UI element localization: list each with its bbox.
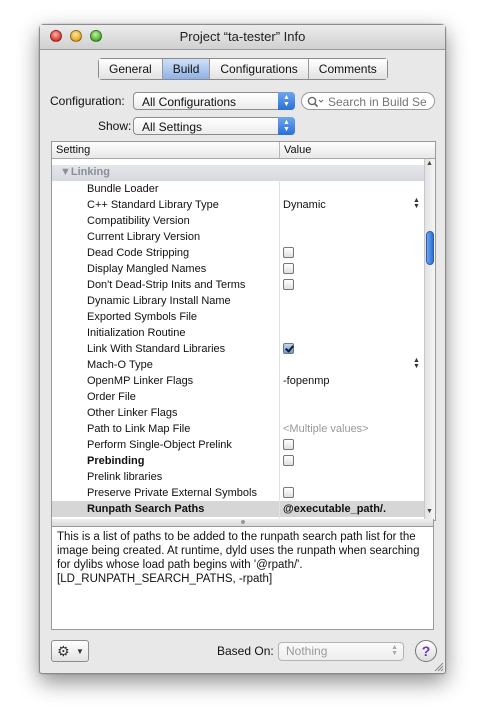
column-divider (279, 421, 280, 437)
setting-description: This is a list of paths to be added to the runpath search path list for the image being created. At runtime, dyld uses the runpath when searching for dylibs whose load path begins with '@rpath/'. [LD_RUNPATH_SEARCH_PATHS, -rpath] (51, 526, 434, 630)
column-header-setting[interactable]: Setting (56, 144, 91, 156)
column-divider (279, 437, 280, 453)
checkbox[interactable] (283, 263, 294, 274)
setting-name: Compatibility Version (87, 215, 190, 227)
column-divider (279, 357, 280, 373)
setting-value[interactable]: Dynamic (283, 199, 326, 211)
show-value: All Settings (142, 120, 203, 134)
table-row[interactable] (52, 325, 424, 341)
table-row[interactable] (52, 213, 424, 229)
setting-name: Dynamic Library Install Name (87, 295, 231, 307)
table-row[interactable] (52, 229, 424, 245)
scrollbar-thumb[interactable] (426, 231, 434, 265)
table-header (52, 142, 435, 159)
table-row[interactable] (52, 261, 424, 277)
column-divider (279, 197, 280, 213)
configuration-popup[interactable] (133, 92, 295, 110)
column-divider (279, 229, 280, 245)
tab-bar (98, 58, 388, 80)
setting-name: Exported Symbols File (87, 311, 198, 323)
popup-arrows-icon: ▲ ▼ (278, 92, 295, 110)
column-divider (279, 485, 280, 501)
table-row[interactable] (52, 309, 424, 325)
tab-configurations[interactable]: Configurations (210, 59, 308, 79)
stepper-arrows-icon[interactable]: ▲ ▼ (413, 357, 420, 370)
setting-name: Runpath Search Paths (87, 503, 205, 515)
table-row[interactable] (52, 421, 424, 437)
setting-name: Preserve Private External Symbols (87, 487, 257, 499)
setting-value[interactable]: <Multiple values> (283, 423, 369, 435)
setting-name: C++ Standard Library Type (87, 199, 219, 211)
setting-name: Order File (87, 391, 136, 403)
table-row[interactable] (52, 469, 424, 485)
column-divider (279, 389, 280, 405)
column-divider (279, 405, 280, 421)
column-divider (279, 469, 280, 485)
setting-name: Other Linker Flags (87, 407, 178, 419)
table-row[interactable] (52, 181, 424, 197)
checkbox[interactable] (283, 247, 294, 258)
popup-arrows-icon: ▲ ▼ (278, 117, 295, 135)
table-row[interactable] (52, 357, 424, 373)
checkbox[interactable] (283, 455, 294, 466)
popup-arrows-icon: ▲ ▼ (391, 644, 398, 657)
stepper-arrows-icon[interactable]: ▲ ▼ (413, 197, 420, 210)
column-header-value[interactable]: Value (284, 144, 312, 156)
column-divider (279, 213, 280, 229)
table-row[interactable] (52, 245, 424, 261)
setting-name: Current Library Version (87, 231, 201, 243)
split-view-divider[interactable] (51, 519, 434, 526)
show-label: Show: (98, 119, 132, 133)
window-title: Project “ta-tester” Info (179, 29, 306, 44)
checkbox[interactable] (283, 279, 294, 290)
column-divider (279, 453, 280, 469)
setting-name: Initialization Routine (87, 327, 186, 339)
search-input[interactable] (326, 94, 434, 110)
setting-name: Dead Code Stripping (87, 247, 190, 259)
show-popup[interactable] (133, 117, 295, 135)
gear-icon: ⚙ (57, 643, 70, 659)
configuration-label: Configuration: (50, 94, 125, 108)
title-bar[interactable] (40, 25, 445, 50)
column-divider (279, 325, 280, 341)
setting-value[interactable]: @executable_path/. (283, 503, 387, 515)
action-menu-button[interactable] (51, 640, 89, 662)
column-divider (279, 245, 280, 261)
column-divider (279, 501, 280, 517)
search-icon (307, 96, 323, 108)
build-settings-table (51, 141, 436, 521)
table-row[interactable] (52, 389, 424, 405)
column-divider (279, 341, 280, 357)
setting-name: Path to Link Map File (87, 423, 191, 435)
table-row[interactable] (52, 405, 424, 421)
column-divider[interactable] (279, 142, 280, 158)
setting-name: Perform Single-Object Prelink (87, 439, 232, 451)
checkbox-checked[interactable] (283, 343, 294, 354)
splitter-handle-icon[interactable] (241, 520, 245, 524)
table-row[interactable] (52, 341, 424, 357)
setting-name: Prebinding (87, 455, 145, 467)
setting-name: Display Mangled Names (87, 263, 207, 275)
tab-build[interactable]: Build (163, 59, 211, 79)
table-row[interactable] (52, 197, 424, 213)
tab-general[interactable]: General (99, 59, 163, 79)
based-on-value: Nothing (286, 644, 328, 658)
setting-name: Mach-O Type (87, 359, 153, 371)
setting-name: Link With Standard Libraries (87, 343, 226, 355)
table-row[interactable] (52, 277, 424, 293)
scroll-up-icon[interactable]: ▲ (426, 160, 433, 167)
resize-grip-icon[interactable] (433, 661, 443, 671)
column-divider (279, 261, 280, 277)
column-divider (279, 373, 280, 389)
group-label: ▼Linking (60, 166, 110, 178)
column-divider (279, 277, 280, 293)
chevron-down-icon: ▼ (76, 647, 84, 656)
table-row[interactable] (52, 293, 424, 309)
configuration-value: All Configurations (142, 95, 237, 109)
search-field[interactable] (301, 92, 435, 110)
based-on-label: Based On: (217, 644, 274, 658)
scroll-down-icon[interactable]: ▼ (426, 508, 433, 515)
table-row[interactable] (52, 453, 424, 469)
table-row[interactable] (52, 373, 424, 389)
setting-name: Don't Dead-Strip Inits and Terms (87, 279, 246, 291)
column-divider (279, 293, 280, 309)
setting-name: Prelink libraries (87, 471, 163, 483)
group-row-linking[interactable] (52, 165, 424, 181)
table-row-selected[interactable] (52, 501, 424, 517)
project-info-window (39, 24, 446, 674)
table-rows (52, 159, 424, 520)
setting-name: OpenMP Linker Flags (87, 375, 194, 387)
column-divider (279, 181, 280, 197)
checkbox[interactable] (283, 487, 294, 498)
checkbox[interactable] (283, 439, 294, 450)
column-divider (279, 309, 280, 325)
help-icon[interactable]: ? (415, 640, 437, 662)
based-on-popup[interactable] (278, 642, 404, 661)
setting-value[interactable]: -fopenmp (283, 375, 330, 387)
tab-comments[interactable]: Comments (309, 59, 387, 79)
setting-name: Bundle Loader (87, 183, 159, 195)
vertical-scrollbar[interactable] (424, 159, 435, 520)
table-row[interactable] (52, 437, 424, 453)
table-row[interactable] (52, 485, 424, 501)
